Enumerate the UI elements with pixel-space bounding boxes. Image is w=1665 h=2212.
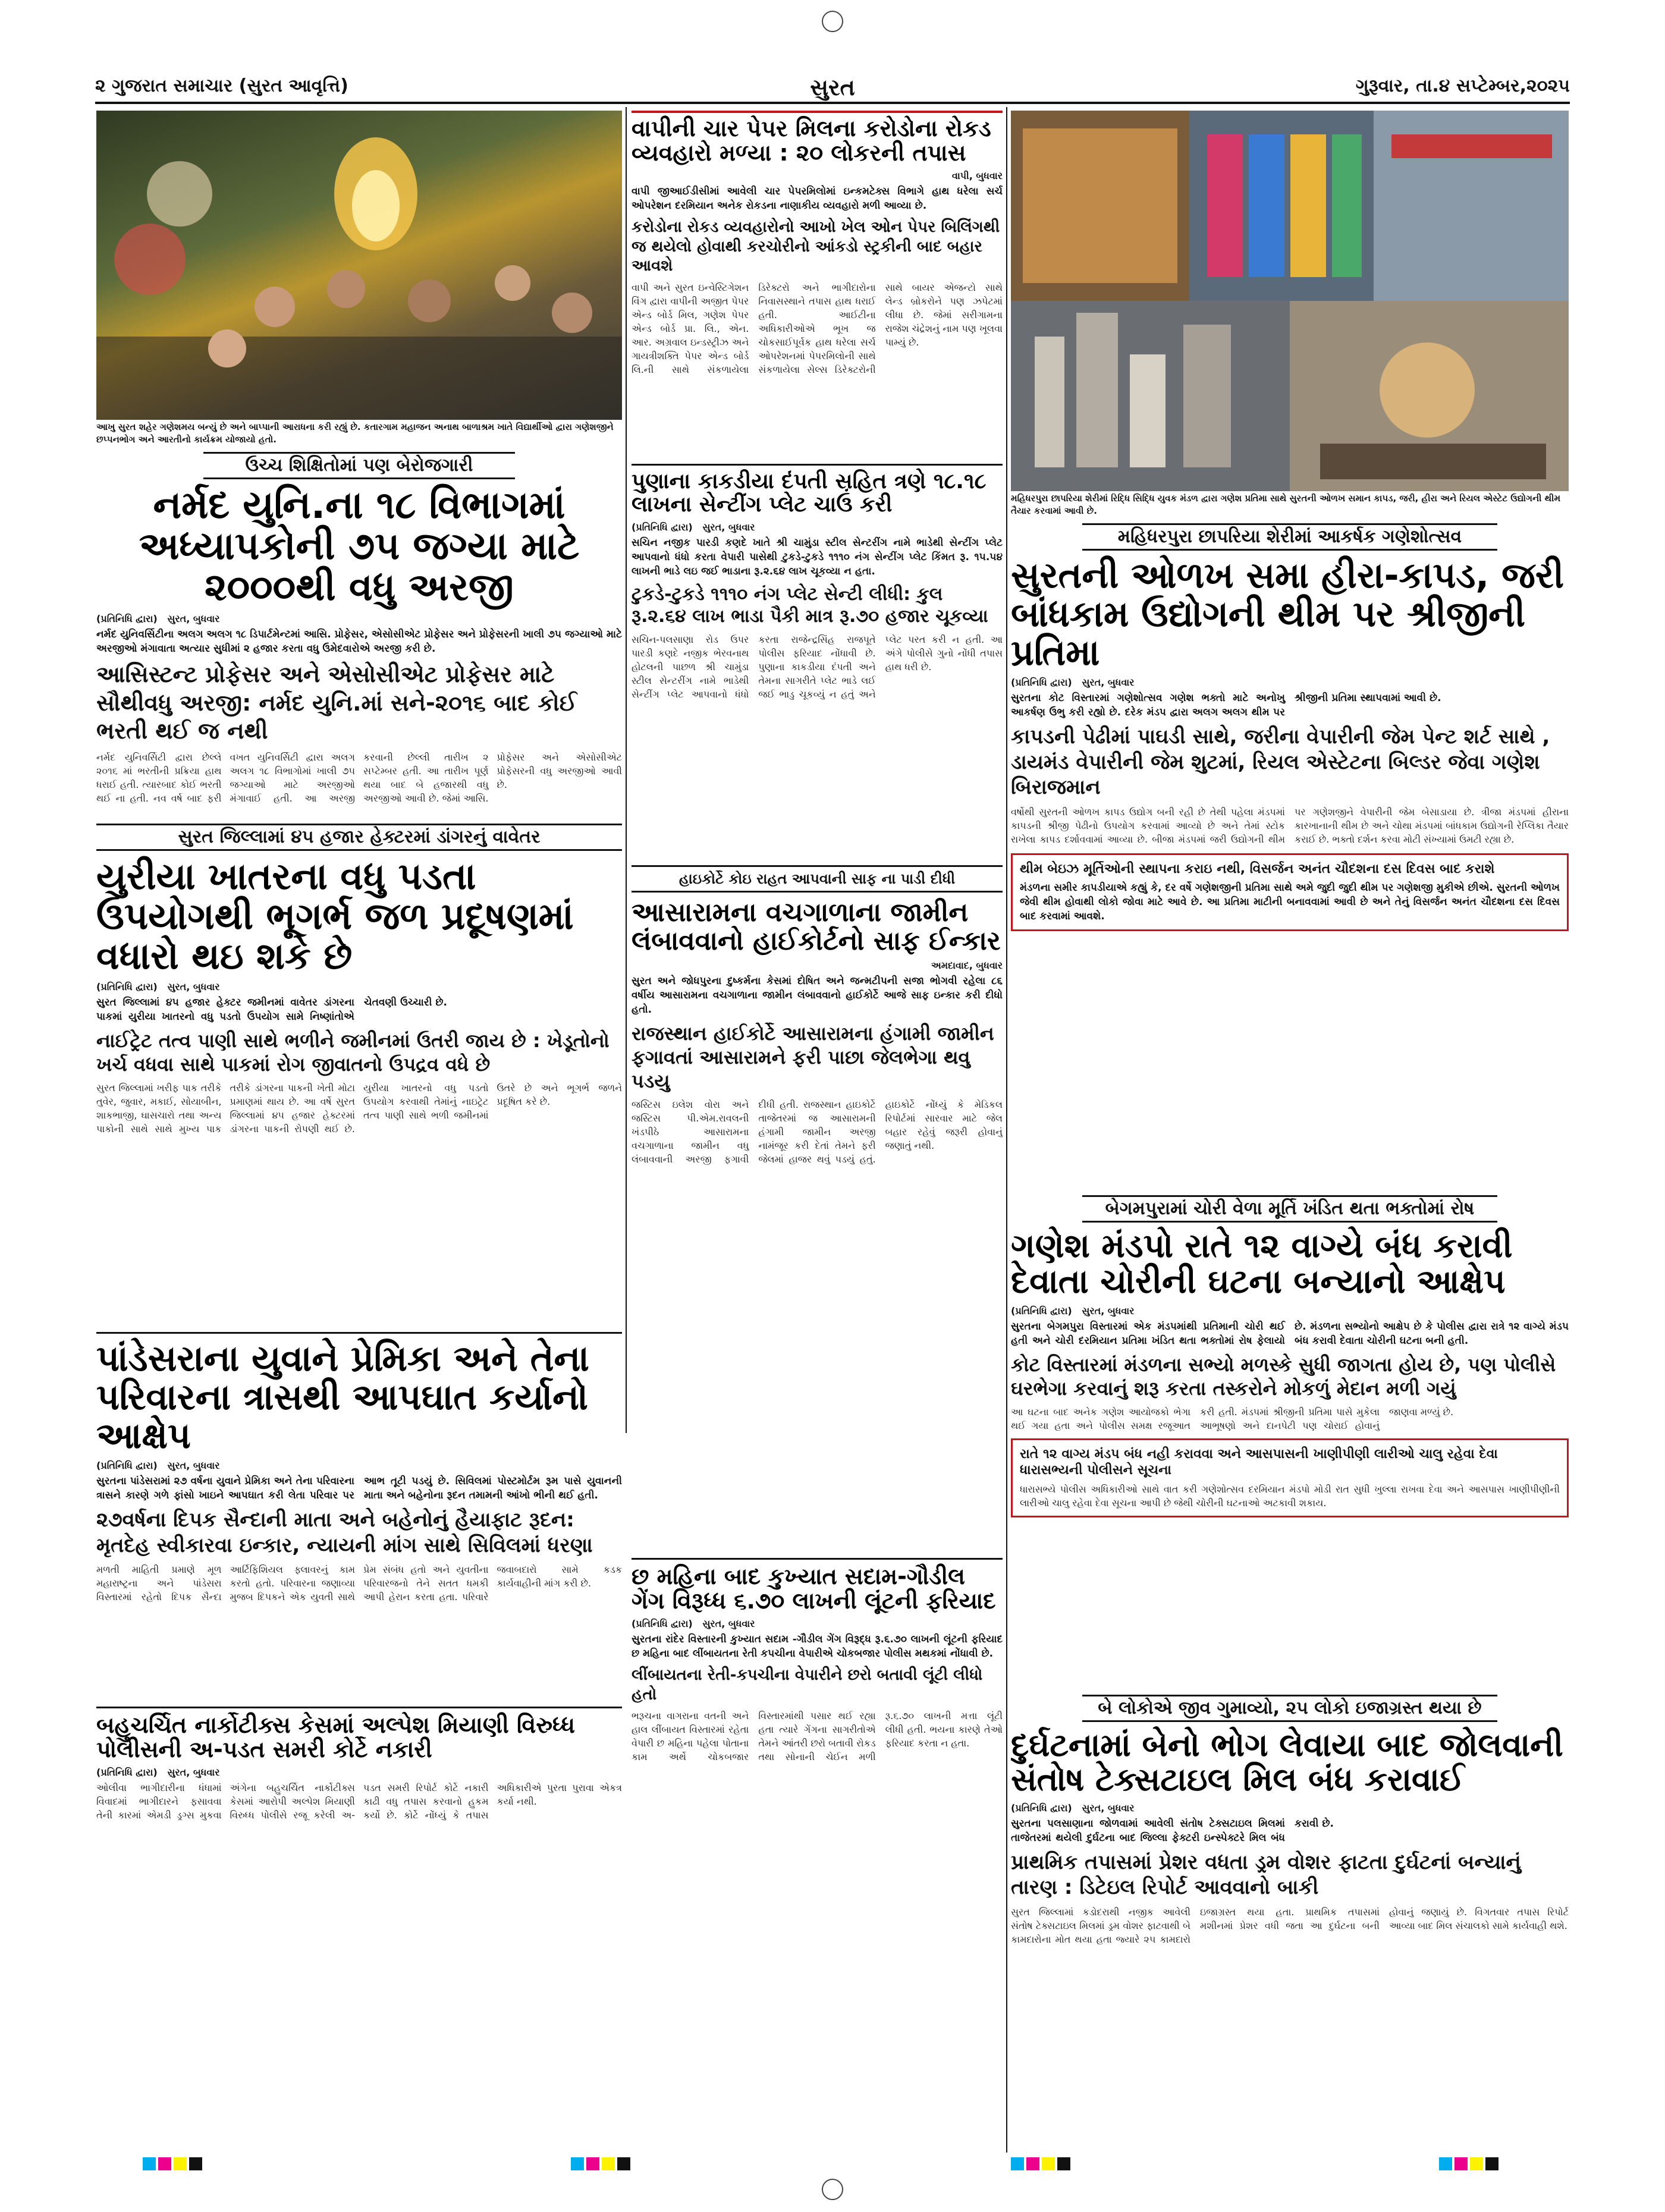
santosh-byline-row (1011, 1802, 1569, 1814)
narmad-dateline: સુરત, બુધવાર (167, 613, 220, 625)
begumpura-subhead: કોટ વિસ્તારમાં મંડળના સભ્યો મળસ્કે સુધી જાગતા હોય છે, પણ પોલીસે ઘરભેગા કરવાનું શરૂ કરતા તસ્કરોને મોકળું મેદાન મળી ગયું (1011, 1353, 1556, 1400)
urea-byline: (પ્રતિનિધિ દ્વારા) (96, 981, 158, 992)
narmad-byline: (પ્રતિનિધિ દ્વારા) (96, 613, 158, 625)
color-swatch (1057, 2157, 1070, 2170)
begumpura-dateline: સુરત, બુધવાર (1082, 1305, 1135, 1316)
pune-body: સચિન-પલસાણા રોડ ઉપર પારડી કણદે નજીક ભેરવનાથ હોટલની પાછળ શ્રી ચામુંડા સ્ટીલ સેન્ટરીંગ નામે ભાડેથી સેન્ટીંગ પ્લેટ આપવાનો ધંધો કરતા રાજેન્દ્રસિંહ રાજપૂતે પોલીસ ફરિયાદ નોંધાવી છે. પુણાના કાકડીયા દંપતી અને તેમના સાગરીતે પ્લેટ ભાડે લઈ જઈ ભાડુ ચૂકવ્યું ન હતું અને પ્લેટ પરત કરી ન હતી. આ અંગે પોલીસે ગુનો નોંધી તપાસ હાથ ધરી છે. (632, 633, 1003, 700)
narmad-body: નર્મદ યુનિવર્સિટી દ્વારા છેલ્લે ૨૦૧૬ માં ભરતીની પ્રક્રિયા હાથ ધરાઈ હતી. ત્યારબાદ કોઈ ભરતી થઈ ના હતી. નવ વર્ષ બાદ ફરી વખત યુનિવર્સિટી દ્વારા અલગ અલગ ૧૮ વિભાગોમાં ખાલી ૭૫ જગ્યાઓ માટે અરજીઓ મંગાવાઈ હતી. આ અરજી કરવાની છેલ્લી તારીખ ૨ સપ્ટેમ્બર હતી. આ તારીખ પૂર્ણ થયા બાદ બે હજારથી વધુ અરજીઓ આવી છે. જેમાં આસિ. પ્રોફેસર અને એસોસીએટ પ્રોફેસરની વધુ અરજીઓ આવી છે. (96, 751, 622, 804)
ganesh-byline: (પ્રતિનિધિ દ્વારા) (1011, 677, 1072, 689)
santosh-lead: સુરતના પલસાણાના જોળવામાં આવેલી સંતોષ ટેક્સટાઇલ મિલમાં તાજેતરમાં થયેલી દુર્ઘટના બાદ જિલ્લા ફેક્ટરી ઇન્સ્પેક્ટરે મિલ બંધ કરાવી છે. (1011, 1817, 1334, 1844)
masthead (95, 74, 1570, 102)
column-divider (1006, 107, 1007, 2153)
pune-lead: સચિન નજીક પારડી કણદે ખાતે શ્રી ચામુંડા સ્ટીલ સેન્ટરીંગ નામે ભાડેથી સેન્ટીંગ પ્લેટ આપવાનો ધંધો કરતા વેપારી પાસેથી ટુકડે-ટુકડે ૧૧૧૦ નંગ સેન્ટીંગ પ્લેટ કિંમત રૂ. ૧૫.૫૪ લાખની ભાડે લઇ જઈ ભાડાના રૂ.૨.૬૪ લાખ ચૂકવ્યા ન હતા. (632, 536, 1003, 577)
begumpura-box-title: રાતે ૧૨ વાગ્ય મંડપ બંધ નહી કરાવવા અને આસપાસની ખાણીપીણી લારીઓ ચાલુ રહેવા દેવા ધારાસભ્યની પોલીસને સૂચના (1020, 1446, 1498, 1478)
color-swatch (586, 2157, 599, 2170)
vapi-headline: વાપીની ચાર પેપર મિલના કરોડોના રોકડ વ્યવહારો મળ્યા : ૨૦ લોકરની તપાસ (632, 111, 1003, 165)
color-swatch (1485, 2157, 1498, 2170)
sadam-dateline: સુરત, બુધવાર (702, 1618, 755, 1630)
alpesh-body: ઓલીવા ભાગીદારીના ધંધામાં વિવાદમાં ભાગીદારને ફસાવવા તેની કારમાં એમડી ડ્રગ્સ મુકવા અંગેના બહુચર્ચિત નાર્કોટીક્સ કેસમાં આરોપી અલ્પેશ મિયાણી વિરુધ્ધ પોલીસે રજૂ કરેલી અ-પડત સમરી રિપોર્ટ કોર્ટે નકારી કાઢી વધુ તપાસ કરવાનો હુકમ કર્યો છે. કોર્ટે નોંધ્યું કે તપાસ અધિકારીએ પુરતા પુરાવા એકત્ર કર્યા નથી. (96, 1782, 622, 1821)
color-swatch (1042, 2157, 1055, 2170)
pandesara-dateline: સુરત, બુધવાર (167, 1460, 220, 1472)
alpesh-headline: બહુચર્ચિત નાર્કોટીક્સ કેસમાં અલ્પેશ મિયાણી વિરુધ્ધ પોલીસની અ-પડત સમરી કોર્ટે નકારી (96, 1707, 622, 1762)
narmad-subhead: આસિસ્ટન્ટ પ્રોફેસર અને એસોસીએટ પ્રોફેસર માટે સૌથીવધુ અરજી: નર્મદ યુનિ.માં સને-૨૦૧૬ બાદ કોઈ ભરતી થઈ જ નથી (96, 661, 577, 744)
color-swatch (174, 2157, 187, 2170)
santosh-subhead: પ્રાથમિક તપાસમાં પ્રેશર વધતા ડ્રમ વોશર ફાટતા દુર્ઘટનાં બન્યાનું તારણ : ડિટેઇલ રિપોર્ટ આવવાનો બાકી (1011, 1850, 1521, 1900)
sadam-subhead: લીંબાયતના રેતી-કપચીના વેપારીને છરો બતાવી લૂંટી લીધો હતો (632, 1666, 983, 1704)
narmad-kicker: ઉચ્ચ શિક્ષિતોમાં પણ બેરોજગારી (203, 452, 515, 479)
santosh-dateline: સુરત, બુધવાર (1082, 1802, 1135, 1814)
pune-headline: પુણાના કાકડીયા દંપતી સહિત ત્રણે ૧૮.૧૮ લાખના સેન્ટીંગ પ્લેટ ચાઉં કરી (632, 464, 1003, 517)
ganesh-subhead: કાપડની પેઢીમાં પાઘડી સાથે, જરીના વેપારીની જેમ પેન્ટ શર્ટ સાથે , ડાયમંડ વેપારીની જેમ શુટમાં, રિયલ એસ્ટેટના બિલ્ડર જેવા ગણેશ બિરાજમાન (1011, 725, 1550, 800)
article-vapi (632, 111, 1003, 458)
asaram-subhead: રાજસ્થાન હાઈકોર્ટે આસારામના હંગામી જામીન ફગાવતાં આસારામને ફરી પાછા જેલભેગા થવુ પડયુ (632, 1022, 994, 1093)
urea-headline: યુરીયા ખાતરના વધુ પડતા ઉપયોગથી ભૂગર્ભ જળ પ્રદૂષણમાં વધારો થઇ શકે છે (96, 854, 574, 978)
sadam-byline-row (632, 1618, 1003, 1630)
vapi-lead: વાપી જીઆઈડીસીમાં આવેલી ચાર પેપરમિલોમાં ઇન્કમટેક્સ વિભાગે હાથ ધરેલા સર્ચ ઓપરેશન દરમિયાન અનેક રોકડના નાણાકીય વ્યવહારો મળી આવ્યા છે. (632, 186, 1003, 212)
photo-ganesh-aarti-caption: આખુ સુરત શહેર ગણેશમય બન્યું છે અને બાપ્પાની આરાધના કરી રહ્યું છે. કતારગામ મહાજન અનાથ બાળાશ્રમ ખાતે વિદ્યાર્થીઓ દ્વારા ગણેશજીને છપ્પનભોગ અને આરતીનો કાર્યક્રમ યોજાયો હતો. (96, 422, 614, 445)
ganesh-box (1011, 853, 1569, 932)
color-swatch (602, 2157, 615, 2170)
begumpura-byline: (પ્રતિનિધિ દ્વારા) (1011, 1305, 1072, 1316)
pune-subhead: ટુકડે-ટુકડે ૧૧૧૦ નંગ પ્લેટ સેન્ટી લીધી: કુલ રૂ.૨.૬૪ લાખ ભાડા પૈકી માત્ર રૂ.૭૦ હજાર ચૂકવ્યા (632, 583, 988, 627)
asaram-lead: સુરત અને જોધપુરના દુષ્કર્મના કેસમાં દોષિત અને જન્મટીપની સજા ભોગવી રહેલા ૮૬ વર્ષીય આસારામના વચગાળાના જામીન લંબાવવાનો હાઈકોર્ટે આજે સાફ ઇન્કાર કરી દીધો હતો. (632, 975, 1003, 1016)
article-pune (632, 464, 1003, 859)
photo-ganesh-theme-caption: મહિધરપુરા છાપરિયા શેરીમાં રિદ્ધિ સિદ્ધિ યુવક મંડળ દ્વારા ગણેશ પ્રતિમા સાથે સુરતની ઓળખ સમાન કાપડ, જરી, હીરા અને રિયલ એસ્ટેટ ઉદ્યોગની થીમ તૈયાર કરવામાં આવી છે. (1011, 493, 1561, 516)
color-swatch (1470, 2157, 1483, 2170)
ganesh-kicker: મહિધરપુરા છાપરિયા શેરીમાં આકર્ષક ગણેશોત્સવ (1082, 523, 1497, 551)
asaram-kicker: હાઇકોર્ટે કોઇ રાહત આપવાની સાફ ના પાડી દીધી (632, 865, 1003, 893)
begumpura-kicker: બેગમપુરામાં ચોરી વેળા મૂર્તિ ખંડિત થતા ભક્તોમાં રોષ (1082, 1195, 1497, 1223)
article-urea (96, 824, 622, 1329)
pandesara-subhead: ૨૭વર્ષના દિપક સૈન્દાની માતા અને બહેનોનું હૈયાફાટ રૂદન: મૃતદેહ સ્વીકારવા ઇન્કાર, ન્યાયની માંગ સાથે સિવિલમાં ધરણા (96, 1508, 593, 1557)
santosh-headline: દુર્ઘટનામાં બેનો ભોગ લેવાયા બાદ જોલવાની સંતોષ ટેક્સટાઇલ મિલ બંધ કરાવાઈ (1011, 1726, 1563, 1799)
column-divider (626, 107, 627, 1433)
asaram-headline: આસારામના વચગાળાના જામીન લંબાવવાનો હાઈકોર્ટનો સાફ ઈન્કાર (632, 897, 1001, 956)
pune-byline: (પ્રતિનિધિ દ્વારા) (632, 521, 693, 533)
color-swatch (158, 2157, 171, 2170)
photo-ganesh-aarti-graphic (96, 111, 622, 420)
masthead-rule (95, 102, 1570, 104)
pandesara-headline: પાંડેસરાના યુવાને પ્રેમિકા અને તેના પરિવારના ત્રાસથી આપઘાત કર્યાનો આક્ષેપ (96, 1332, 622, 1455)
article-pandesara (96, 1332, 622, 1701)
photo-ganesh-aarti (96, 111, 622, 420)
city-title: સુરત (810, 74, 855, 100)
alpesh-dateline: સુરત, બુધવાર (167, 1767, 220, 1779)
color-swatch (143, 2157, 156, 2170)
narmad-lead: નર્મદ યુનિવર્સિટીના અલગ અલગ ૧૮ ડિપાર્ટમેન્ટમાં આસિ. પ્રોફેસર, એસોસીએટ પ્રોફેસર અને પ્રોફેસરની ખાલી ૭૫ જગ્યાઓ માટે અરજીઓ મંગાવાતા અત્યાર સુધીમાં ૨ હજાર કરતા વધુ ઉમેદવારોએ અરજી કરી છે. (96, 629, 622, 655)
ganesh-dateline: સુરત, બુધવાર (1082, 677, 1135, 689)
article-santosh (1011, 1695, 1569, 2147)
color-swatch (1026, 2157, 1039, 2170)
santosh-byline: (પ્રતિનિધિ દ્વારા) (1011, 1802, 1072, 1814)
begumpura-lead: સુરતના બેગમપુરા વિસ્તારમાં એક મંડપમાંથી પ્રતિમાની ચોરી થઈ હતી અને ચોરી દરમિયાન પ્રતિમા ખંડિત થતા ભક્તોમાં રોષ ફેલાયો છે. મંડળના સભ્યોનો આક્ષેપ છે કે પોલીસ દ્વારા રાત્રે ૧૨ વાગ્યે મંડપ બંધ કરાવી દેવાતા ચોરીની ઘટના બની હતી. (1011, 1320, 1569, 1347)
sadam-byline: (પ્રતિનિધિ દ્વારા) (632, 1618, 693, 1630)
sadam-lead: સુરતના રાંદેર વિસ્તારની કુખ્યાત સદામ -ગૌડીલ ગેંગ વિરૂદ્ધ રૂ.૬.૭૦ લાખની લૂંટની ફરિયાદ છ મહિના બાદ લીંબાયતના રેતી કપચીના વેપારીએ ચોકબજાર પોલીસ મથકમાં નોંધાવી છે. (632, 1633, 1003, 1660)
ganesh-body: વર્ષોથી સુરતની ઓળખ કાપડ ઉદ્યોગ બની રહી છે તેથી પહેલા મંડપમાં કાપડની શ્રીજી પેઢીનો ઉપયોગ કરવામાં આવ્યો છે અને તેમાં સ્ટોક રાખેલા કાપડ દર્શાવવામાં આવ્યા છે. બીજા મંડપમાં જરી ઉદ્યોગની થીમ પર ગણેશજીને વેપારીની જેમ બેસાડાયા છે. ત્રીજા મંડપમાં હીરાના કારખાનાની થીમ છે અને ચોથા મંડપમાં બાંધકામ ઉદ્યોગની રેપ્લિકા તૈયાર કરાઈ છે. ભક્તો દર્શન કરવા મોટી સંખ્યામાં ઉમટી રહ્યા છે. (1011, 806, 1569, 845)
santosh-body: સુરત જિલ્લામાં કડોદરાથી નજીક આવેલી સંતોષ ટેક્સટાઇલ મિલમાં ડ્રમ વોશર ફાટવાથી બે કામદારોના મોત થયા હતા જ્યારે ૨૫ કામદારો ઇજાગ્રસ્ત થયા હતા. પ્રાથમિક તપાસમાં મશીનમાં પ્રેશર વધી જતા આ દુર્ઘટના બની હોવાનું જણાયું છે. વિગતવાર તપાસ રિપોર્ટ આવ્યા બાદ મિલ સંચાલકો સામે કાર્યવાહી થશે. (1011, 1906, 1569, 1945)
narmad-headline: નર્મદ યુનિ.ના ૧૮ વિભાગમાં અધ્યાપકોની ૭૫ જગ્યા માટે ૨૦૦૦થી વધુ અરજી (139, 483, 580, 610)
pune-byline-row (632, 521, 1003, 533)
article-asaram (632, 865, 1003, 1552)
urea-subhead: નાઈટ્રેટ તત્વ પાણી સાથે ભળીને જમીનમાં ઉતરી જાય છે : ખેડૂતોનો ખર્ચ વધવા સાથે પાકમાં રોગ જીવાતનો ઉપદ્રવ વધે છે (96, 1029, 610, 1076)
asaram-body: જસ્ટિસ ઇલેશ વોરા અને જસ્ટિસ પી.એમ.રાવલની ખંડપીઠે આસારામના વચગાળાના જામીન વધુ લંબાવવાની અરજી ફગાવી દીધી હતી. રાજસ્થાન હાઇકોર્ટે તાજેતરમાં જ આસારામની હંગામી જામીન અરજી નામંજૂર કરી દેતાં તેમને ફરી જેલમાં હાજર થવું પડયું હતું. હાઇકોર્ટે નોંધ્યું કે મેડિકલ રિપોર્ટમાં સારવાર માટે જેલ બહાર રહેવું જરૂરી હોવાનું જણાતું નથી. (632, 1099, 1003, 1165)
sadam-body: ભરૂચના વાગરાના વતની અને હાલ લીંબાયત વિસ્તારમાં રહેતા વેપારી છ મહિના પહેલા પોતાના કામ અર્થે ચોકબજાર વિસ્તારમાંથી પસાર થઈ રહ્યા હતા ત્યારે ગેંગના સાગરીતોએ તેમને આંતરી છરો બતાવી રોકડ તથા સોનાની ચેઈન મળી રૂ.૬.૭૦ લાખની મત્તા લૂંટી લીધી હતી. ભયના કારણે તેઓ ફરિયાદ કરતા ન હતા. (632, 1710, 1003, 1763)
pandesara-byline: (પ્રતિનિધિ દ્વારા) (96, 1460, 158, 1472)
article-begumpura (1011, 1195, 1569, 1689)
photo-ganesh-theme (1011, 111, 1569, 491)
alpesh-byline: (પ્રતિનિધિ દ્વારા) (96, 1767, 158, 1779)
begumpura-box (1011, 1438, 1569, 1517)
registration-mark-top (822, 11, 843, 32)
urea-body: સુરત જિલ્લામાં ખરીફ પાક તરીકે તુવેર, જુવાર, મકાઈ, સોયાબીન, શાકભાજી, ઘાસચારો તથા અન્ય પાકોની સાથે સાથે મુખ્ય પાક તરીકે ડાંગરના પાકની ખેતી મોટા પ્રમાણમાં થાય છે. આ વર્ષે સુરત જિલ્લામાં ૪૫ હજાર હેક્ટરમાં ડાંગરના પાકની રોપણી થઈ છે. યુરીયા ખાતરનો વધુ પડતો ઉપયોગ કરવાથી તેમાંનું નાઇટ્રેટ તત્વ પાણી સાથે ભળી જમીનમાં ઉતરે છે અને ભૂગર્ભ જળને પ્રદૂષિત કરે છે. (96, 1082, 622, 1135)
article-narmad (96, 452, 622, 818)
ganesh-box-body: મંડળના સમીર કાપડીયાએ કહ્યું કે, દર વર્ષે ગણેશજીની પ્રતિમા સાથે અમે જુદી જુદી થીમ પર ગણેશજી મુકીએ છીએ. સુરતની ઓળખ જેવી થીમ હોવાથી લોકો જોવા માટે આવે છે. આ પ્રતિમા માટીની બનાવવામાં આવી છે અને તેનું વિસર્જન અનંત ચૌદશના દસ દિવસ બાદ કરવામાં આવશે. (1020, 882, 1560, 923)
pandesara-byline-row (96, 1460, 622, 1472)
article-sadam (632, 1558, 1003, 2147)
urea-dateline: સુરત, બુધવાર (167, 981, 220, 992)
begumpura-body: આ ઘટના બાદ અનેક ગણેશ આયોજકો ભેગા થઈ ગયા હતા અને પોલીસ સમક્ષ રજૂઆત કરી હતી. મંડપમાં શ્રીજીની પ્રતિમા પાસે મુકેલા આભૂષણો અને દાનપેટી પણ ચોરાઈ હોવાનું જાણવા મળ્યું છે. (1011, 1406, 1454, 1431)
urea-kicker: સુરત જિલ્લામાં ૪૫ હજાર હેક્ટરમાં ડાંગરનું વાવેતર (96, 824, 622, 851)
color-swatch (1454, 2157, 1468, 2170)
ganesh-lead: સુરતના કોટ વિસ્તારમાં ગણેશોત્સવ ગણેશ ભક્તો માટે અનોખુ આકર્ષણ ઉભુ કરી રહ્યો છે. દરેક મંડપ દ્વારા અલગ અલગ થીમ પર શ્રીજીની પ્રતિમા સ્થાપવામાં આવી છે. (1011, 692, 1441, 719)
pandesara-lead: સુરતના પાંડેસરામાં ૨૭ વર્ષના યુવાને પ્રેમિકા અને તેના પરિવારના ત્રાસને કારણે ગળે ફાંસો ખાઇને આપઘાત કરી લેતા પરિવાર પર આભ તૂટી પડયું છે. સિવિલમાં પોસ્ટમોર્ટમ રૂમ પાસે યુવાનની માતા અને બહેનોના રૂદન તમામની આંખો ભીની થઈ હતી. (96, 1475, 622, 1502)
color-swatch (1011, 2157, 1024, 2170)
begumpura-box-body: ધારાસભ્યે પોલીસ અધિકારીઓ સાથે વાત કરી ગણેશોત્સવ દરમિયાન મંડપો મોડી રાત સુધી ખુલ્લા રાખવા દેવા અને આસપાસ ખાણીપીણીની લારીઓ ચાલુ રહેવા દેવા સૂચના આપી છે જેથી ચોરીની ઘટનાઓ અટકાવી શકાય. (1020, 1483, 1560, 1509)
edition-name: ૨ ગુજરાત સમાચાર (સુરત આવૃત્તિ) (95, 76, 348, 96)
photo-ganesh-theme-graphic (1011, 111, 1569, 491)
santosh-kicker: બે લોકોએ જીવ ગુમાવ્યો, ૨૫ લોકો ઇજાગ્રસ્ત થયા છે (1082, 1695, 1497, 1722)
color-swatch (1439, 2157, 1452, 2170)
issue-date: ગુરૂવાર, તા.૪ સપ્ટેમ્બર,૨૦૨૫ (1355, 76, 1570, 96)
alpesh-byline-row (96, 1767, 622, 1779)
color-swatch (189, 2157, 202, 2170)
color-swatch (571, 2157, 584, 2170)
vapi-body: વાપી અને સુરત ઇન્વેસ્ટિગેશન વિંગ દ્વારા વાપીની અજીત પેપર એન્ડ બોર્ડ મિલ, ગણેશ પેપર એન્ડ બોર્ડ પ્રા. લિ., એન. આર. અગ્રવાલ ઇન્ડસ્ટ્રીઝ અને ગાયત્રીશક્તિ પેપર એન્ડ બોર્ડ લિ.ની સાથે સંકળાયેલા ડિરેક્ટરો અને ભાગીદારોના નિવાસસ્થાને તપાસ હાથ ધરાઈ હતી. આઈટીના અધિકારીઓએ ભૂખ જ ચોકસાઈપૂર્વક હાથ ધરેલા સર્ચ ઓપરેશનમાં પેપરમિલોની સાથે સંકળાયેલા સેલ્સ ડિરેક્ટરોની સાથે બાયર એજન્ટો સાથે લેન્ડ બ્રોકરોને પણ ઝપેટમાં લીધા છે. જેમાં સરીગામના રાજેશ ચંદ્રેશનું નામ પણ ખૂલવા પામ્યું છે. (632, 281, 1003, 375)
color-swatch (617, 2157, 630, 2170)
ganesh-box-title: થીમ બેઇઝ મૂર્તિઓની સ્થાપના કરાઇ નથી, વિસર્જન અનંત ચૌદશના દસ દિવસ બાદ કરાશે (1020, 861, 1495, 876)
narmad-byline-row (96, 613, 622, 625)
pune-dateline: સુરત, બુધવાર (702, 521, 755, 533)
vapi-dateline: વાપી, બુધવાર (951, 170, 1003, 182)
article-ganesh-theme (1011, 523, 1569, 1189)
urea-byline-row (96, 981, 622, 993)
begumpura-byline-row (1011, 1305, 1569, 1317)
begumpura-headline: ગણેશ મંડપો રાતે ૧૨ વાગ્યે બંધ કરાવી દેવાતા ચોરીની ઘટના બન્યાનો આક્ષેપ (1011, 1227, 1513, 1302)
registration-mark-bottom (822, 2179, 843, 2200)
urea-lead: સુરત જિલ્લામાં ૪૫ હજાર હેક્ટર જમીનમાં વાવેતર ડાંગરના પાકમાં યુરીયા ખાતરનો વધુ પડતો ઉપયોગ સામે નિષ્ણાંતોએ ચેતવણી ઉચ્ચારી છે. (96, 996, 447, 1023)
ganesh-byline-row (1011, 677, 1569, 689)
vapi-subhead: કરોડોના રોકડ વ્યવહારોનો આખો ખેલ ઓન પેપર બિલિંગથી જ થયેલો હોવાથી કરચોરીનો આંકડો સ્ટ્રકીની બાદ બહાર આવશે (632, 218, 1000, 275)
article-alpesh (96, 1707, 622, 2147)
asaram-dateline: અમદાવાદ, બુધવાર (931, 960, 1003, 972)
pandesara-body: મળતી માહિતી પ્રમાણે મૂળ મહારાષ્ટ્રના અને પાંડેસરા વિસ્તારમાં રહેતો દિપક સૈન્દા આર્ટિફિશિયલ ફ્લાવરનું કામ કરતો હતો. પરિવારના જણાવ્યા મુજબ દિપકને એક યુવતી સાથે પ્રેમ સંબંધ હતો અને યુવતીના પરિવારજનો તેને સતત ધમકી આપી હેરાન કરતા હતા. પરિવારે જવાબદારો સામે કડક કાર્યવાહીની માંગ કરી છે. (96, 1564, 622, 1603)
ganesh-headline: સુરતની ઓળખ સમા હીરા-કાપડ, જરી બાંધકામ ઉદ્યોગની થીમ પર શ્રીજીની પ્રતિમા (1011, 555, 1565, 674)
sadam-headline: છ મહિના બાદ કુખ્યાત સદામ-ગૌડીલ ગેંગ વિરૂધ્ધ ૬.૭૦ લાખની લૂંટની ફરિયાદ (632, 1558, 1003, 1613)
